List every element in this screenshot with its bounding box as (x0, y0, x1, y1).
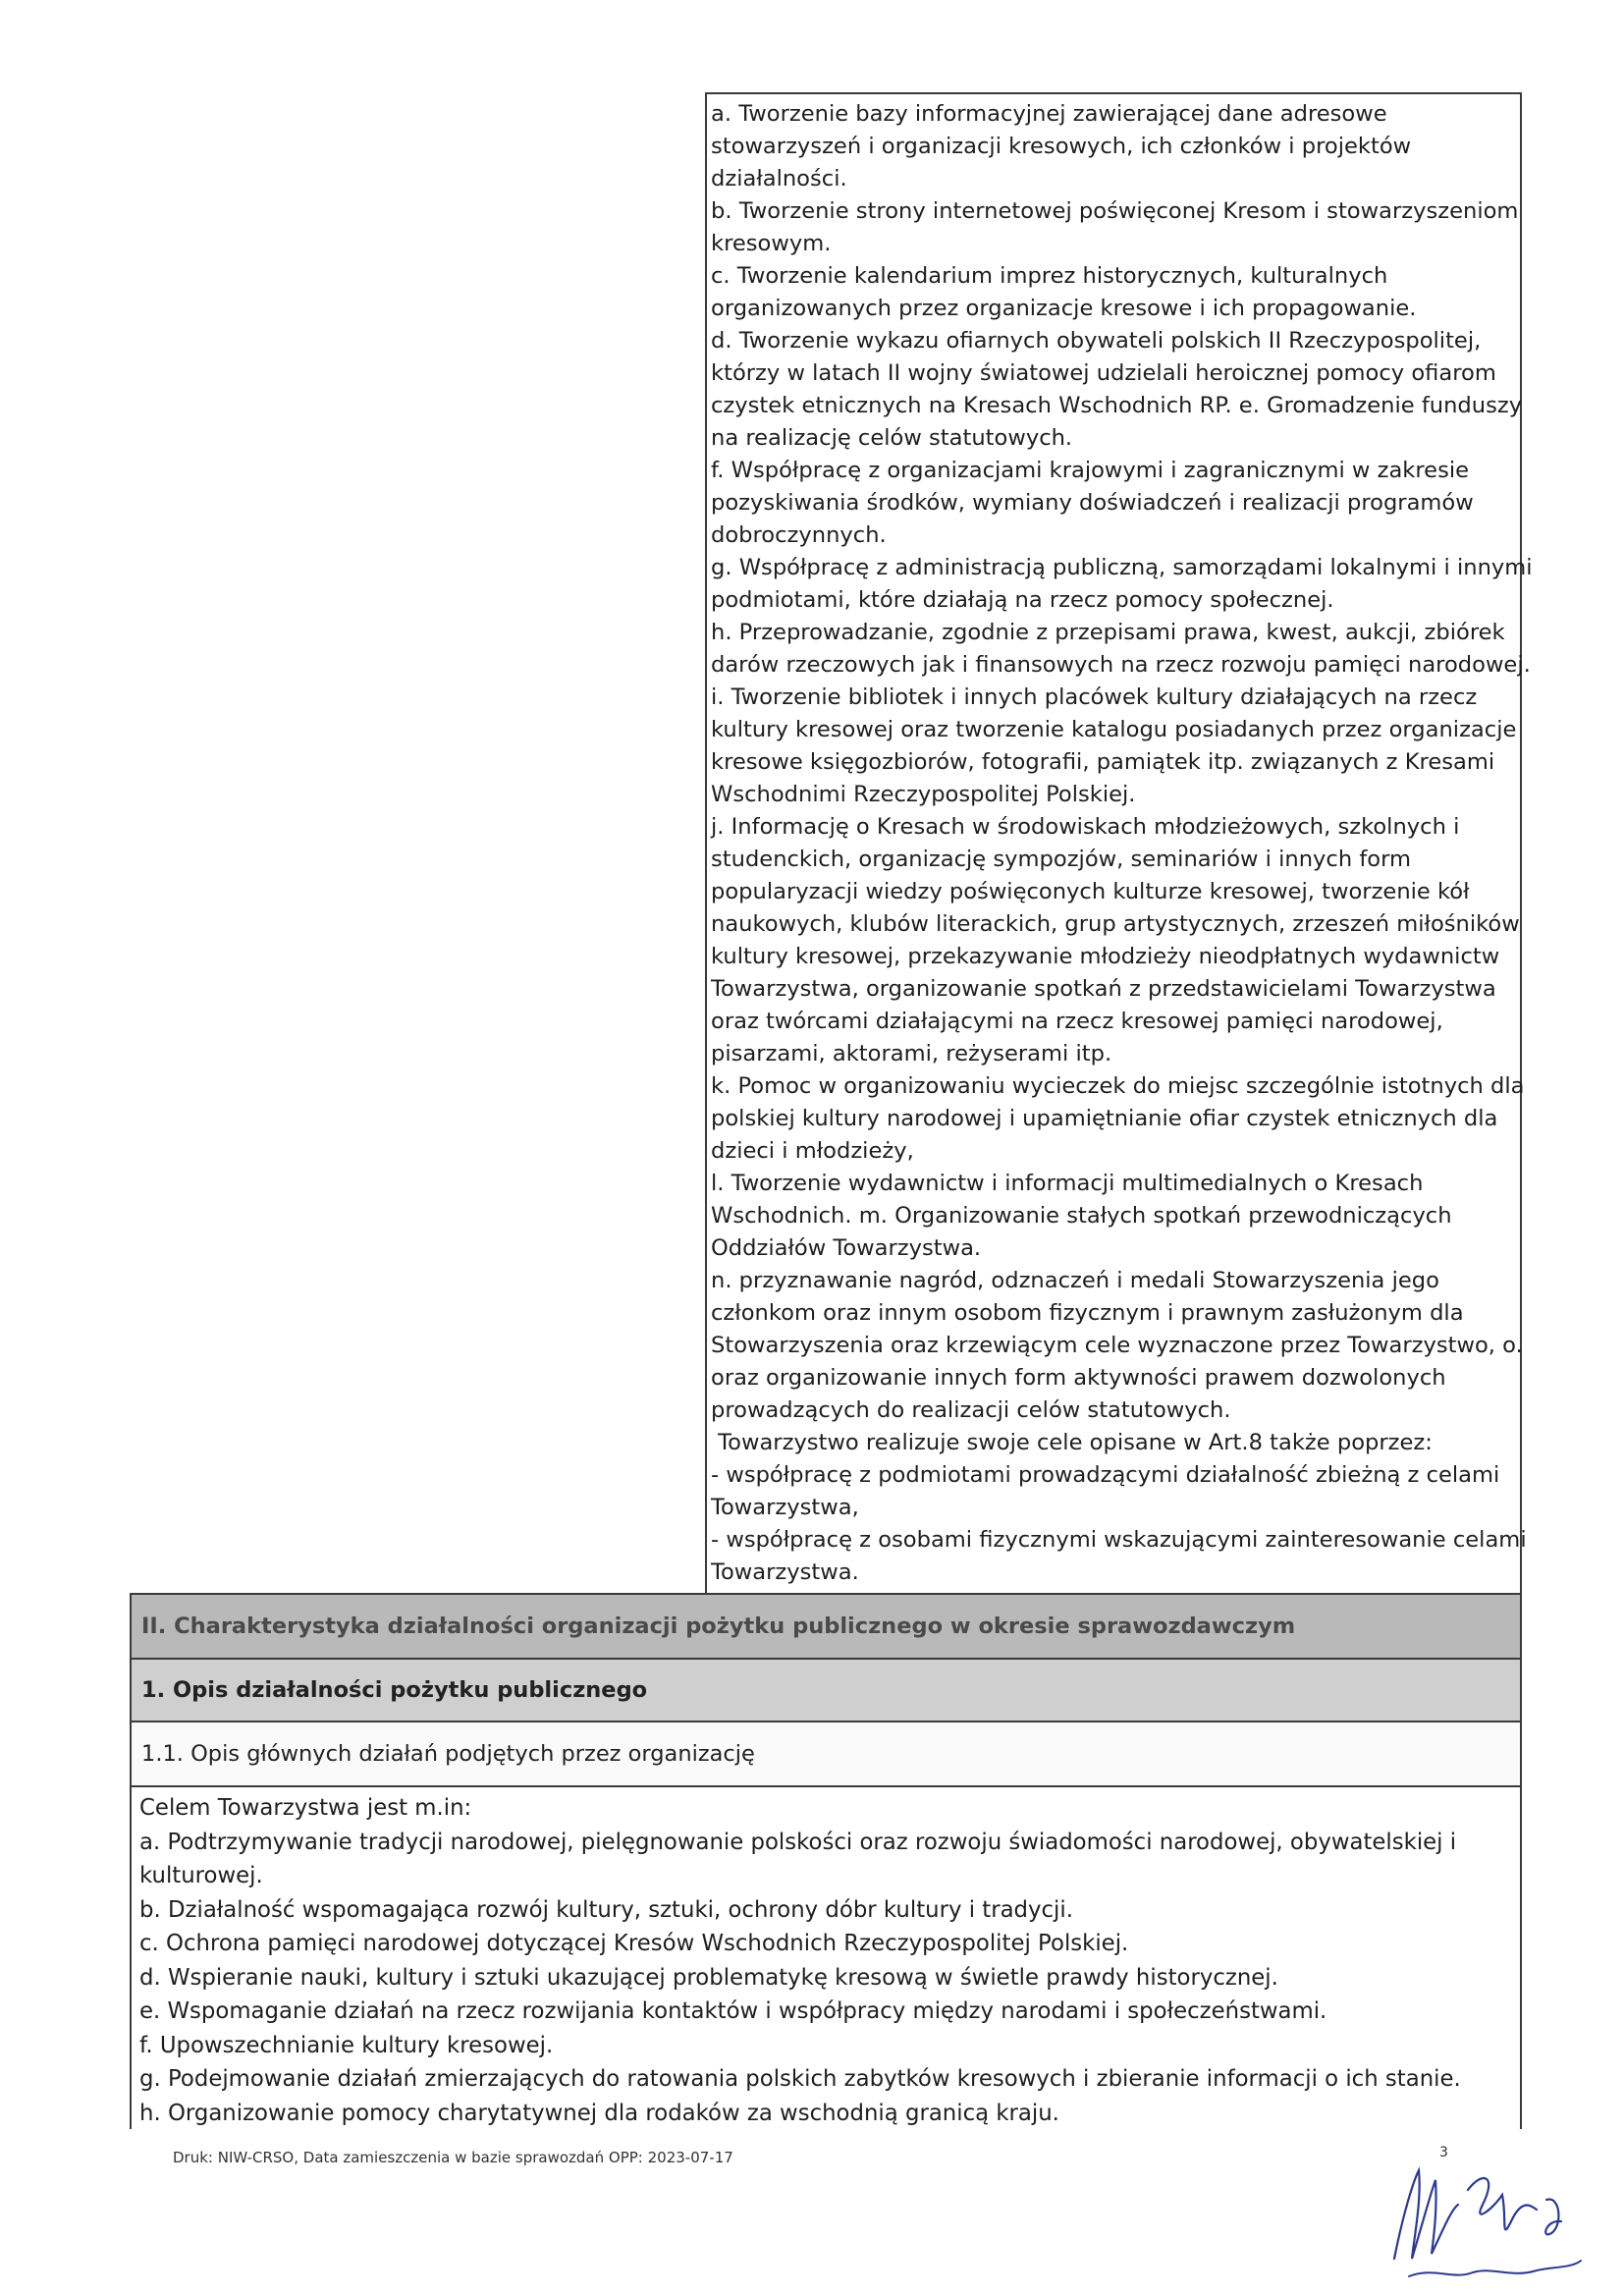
text-line: pozyskiwania środków, wymiany doświadczeń i realizacji programów (711, 490, 1474, 516)
text-line: Wschodnich. m. Organizowanie stałych spotkań przewodniczących (711, 1203, 1452, 1229)
text-line: podmiotami, które działają na rzecz pomocy społecznej. (711, 587, 1334, 613)
text-line: członkom oraz innym osobom fizycznym i prawnym zasłużonym dla (711, 1300, 1464, 1326)
text-line: pisarzami, aktorami, reżyserami itp. (711, 1041, 1112, 1066)
text-line: n. przyznawanie nagród, odznaczeń i medali Stowarzyszenia jego (711, 1268, 1439, 1293)
text-line: czystek etnicznych na Kresach Wschodnich RP. e. Gromadzenie funduszy (711, 393, 1523, 418)
print-info: Druk: NIW-CRSO, Data zamieszczenia w bazie sprawozdań OPP: 2023-07-17 (173, 2149, 733, 2166)
text-line: d. Wspieranie nauki, kultury i sztuki ukazującej problematykę kresową w świetle prawdy historycznej. (139, 1964, 1278, 1991)
text-line: którzy w latach II wojny światowej udzielali heroicznej pomocy ofiarom (711, 360, 1496, 386)
text-line: studenckich, organizację sympozjów, seminariów i innych form (711, 847, 1412, 872)
text-line: Towarzystwa. (711, 1559, 859, 1585)
text-line: c. Ochrona pamięci narodowej dotyczącej Kresów Wschodnich Rzeczypospolitej Polskiej. (139, 1931, 1129, 1956)
text-line: Oddziałów Towarzystwa. (711, 1235, 982, 1261)
section-header-text: II. Charakterystyka działalności organizacji pożytku publicznego w okresie sprawozdawczym (141, 1613, 1296, 1639)
text-line: i. Tworzenie bibliotek i innych placówek kultury działających na rzecz (711, 684, 1478, 710)
text-line: działalności. (711, 166, 847, 191)
text-line: na realizację celów statutowych. (711, 425, 1073, 451)
text-line: prowadzących do realizacji celów statutowych. (711, 1397, 1231, 1423)
text-line: g. Podejmowanie działań zmierzających do ratowania polskich zabytków kresowych i zbieranie informacji o ich stanie. (139, 2066, 1461, 2092)
text-line: oraz organizowanie innych form aktywności prawem dozwolonych (711, 1365, 1446, 1391)
subsection-header (130, 1658, 1522, 1722)
text-line: oraz twórcami działającymi na rzecz kresowej pamięci narodowej, (711, 1009, 1443, 1034)
field-label-text: 1.1. Opis głównych działań podjętych przez organizację (141, 1741, 755, 1767)
text-line: dobroczynnych. (711, 522, 887, 548)
section-header (130, 1593, 1522, 1660)
text-line: darów rzeczowych jak i finansowych na rzecz rozwoju pamięci narodowej. (711, 652, 1531, 678)
text-line: stowarzyszeń i organizacji kresowych, ich członków i projektów (711, 134, 1412, 159)
text-line: dzieci i młodzieży, (711, 1138, 914, 1164)
text-line: h. Organizowanie pomocy charytatywnej dla rodaków za wschodnią granicą kraju. (139, 2100, 1059, 2126)
text-line: - współpracę z osobami fizycznymi wskazującymi zainteresowanie celami (711, 1527, 1527, 1553)
text-line: organizowanych przez organizacje kresowe i ich propagowanie. (711, 296, 1417, 321)
text-line: f. Upowszechnianie kultury kresowej. (139, 2032, 554, 2058)
text-line: a. Tworzenie bazy informacyjnej zawierającej dane adresowe (711, 101, 1387, 127)
text-line: kultury kresowej oraz tworzenie katalogu posiadanych przez organizacje (711, 717, 1517, 742)
text-line: k. Pomoc w organizowaniu wycieczek do miejsc szczególnie istotnych dla (711, 1073, 1525, 1099)
subsection-header-text: 1. Opis działalności pożytku publicznego (141, 1677, 648, 1703)
text-line: b. Działalność wspomagająca rozwój kultury, sztuki, ochrony dóbr kultury i tradycji. (139, 1896, 1073, 1923)
text-line: Wschodnimi Rzeczypospolitej Polskiej. (711, 782, 1136, 807)
text-line: popularyzacji wiedzy poświęconych kulturze kresowej, tworzenie kół (711, 879, 1470, 904)
text-line: kulturowej. (139, 1863, 263, 1888)
text-line: b. Tworzenie strony internetowej poświęconej Kresom i stowarzyszeniom (711, 198, 1519, 224)
text-line: - współpracę z podmiotami prowadzącymi działalność zbieżną z celami (711, 1462, 1500, 1488)
text-line: a. Podtrzymywanie tradycji narodowej, pielęgnowanie polskości oraz rozwoju świadomości narodowej, obywatelskiej i (139, 1829, 1457, 1855)
text-line: kultury kresowej, przekazywanie młodzieży nieodpłatnych wydawnictw (711, 944, 1500, 969)
field-label-row (130, 1721, 1522, 1787)
text-line: Towarzystwa, (711, 1495, 859, 1520)
text-line: h. Przeprowadzanie, zgodnie z przepisami prawa, kwest, aukcji, zbiórek (711, 620, 1505, 645)
text-line: c. Tworzenie kalendarium imprez historycznych, kulturalnych (711, 263, 1388, 289)
text-line: Towarzystwo realizuje swoje cele opisane w Art.8 także poprzez: (711, 1430, 1433, 1455)
activities-description-text (139, 1791, 1514, 2130)
text-line: kresowe księgozbiorów, fotografii, pamiątek itp. związanych z Kresami (711, 749, 1495, 775)
page-number: 3 (1439, 2145, 1448, 2160)
text-line: j. Informację o Kresach w środowiskach młodzieżowych, szkolnych i (711, 814, 1460, 840)
text-line: Stowarzyszenia oraz krzewiącym cele wyznaczone przez Towarzystwo, o. (711, 1333, 1523, 1358)
text-line: Towarzystwa, organizowanie spotkań z przedstawicielami Towarzystwa (711, 976, 1496, 1002)
text-line: f. Współpracę z organizacjami krajowymi i zagranicznymi w zakresie (711, 458, 1470, 483)
text-line: l. Tworzenie wydawnictw i informacji multimedialnych o Kresach (711, 1171, 1424, 1196)
text-line: naukowych, klubów literackich, grup artystycznych, zrzeszeń miłośników (711, 911, 1520, 937)
text-line: kresowym. (711, 231, 832, 256)
text-line: Celem Towarzystwa jest m.in: (139, 1795, 472, 1821)
signature-image (1375, 2151, 1610, 2288)
text-line: g. Współpracę z administracją publiczną, samorządami lokalnymi i innymi (711, 555, 1533, 580)
text-line: polskiej kultury narodowej i upamiętnianie ofiar czystek etnicznych dla (711, 1106, 1498, 1131)
text-line: e. Wspomaganie działań na rzecz rozwijania kontaktów i współpracy między narodami i społeczeństwami. (139, 1998, 1327, 2024)
goals-methods-text (711, 98, 1533, 1589)
text-line: d. Tworzenie wykazu ofiarnych obywateli polskich II Rzeczypospolitej, (711, 328, 1482, 354)
